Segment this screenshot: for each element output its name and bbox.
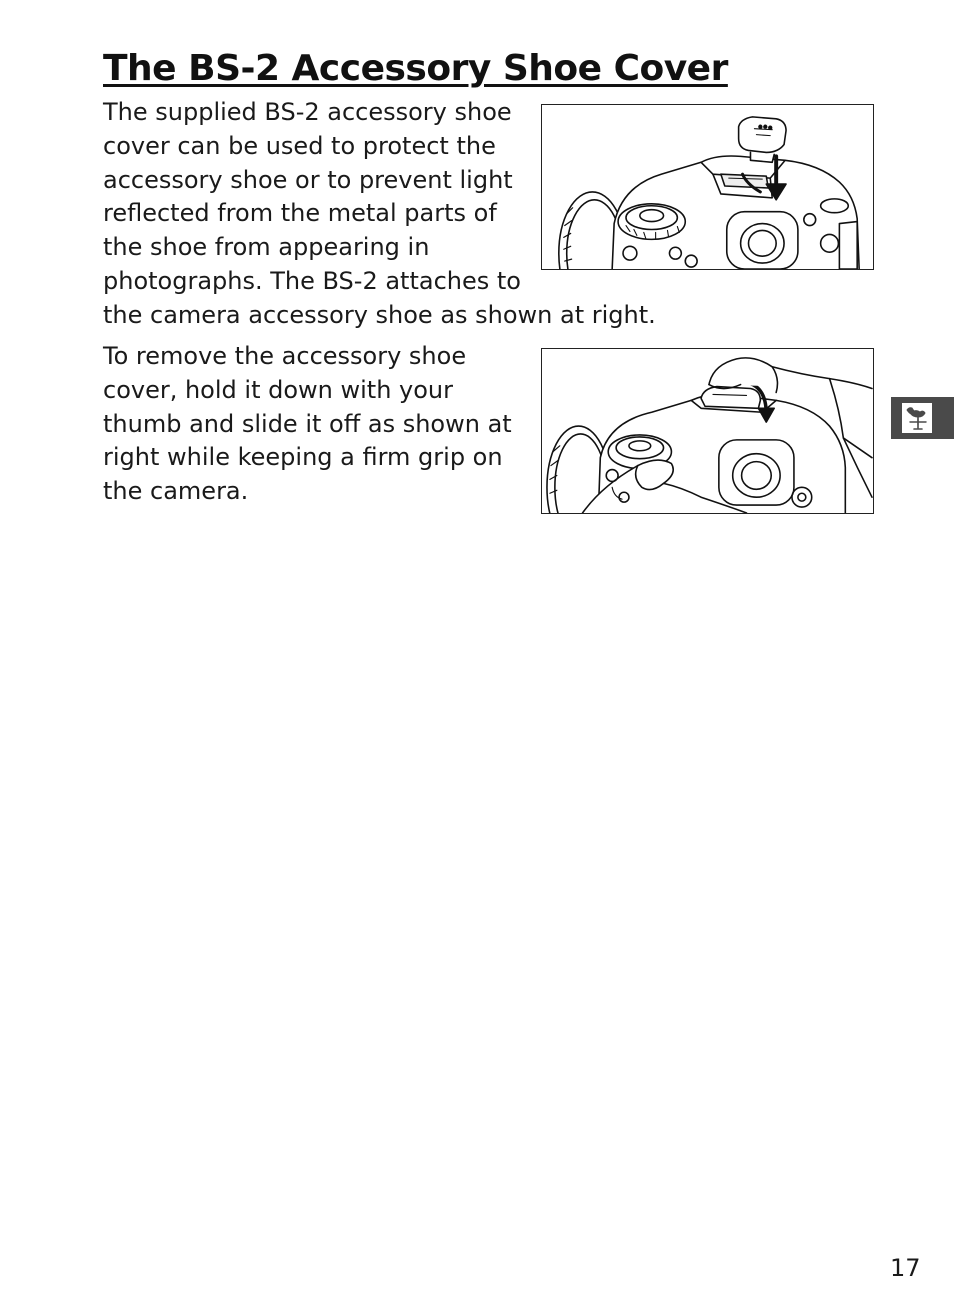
weathervane-icon [901, 402, 933, 434]
text-line: To remove the accessory shoe [103, 342, 467, 370]
attach-shoe-cover-illustration [541, 104, 874, 270]
text-line: thumb and slide it off as shown at [103, 409, 512, 438]
text-line: reflected from the metal parts of [103, 199, 497, 228]
removal-paragraph [103, 340, 512, 509]
text-line: the camera. [103, 477, 249, 506]
text-line: The supplied BS-2 accessory shoe [103, 98, 512, 126]
text-line: cover can be used to protect the [103, 131, 496, 160]
text-line: accessory shoe or to prevent light [103, 165, 513, 194]
text-line: the camera accessory shoe as shown at right. [103, 300, 656, 329]
text-line: right while keeping a firm grip on [103, 443, 503, 472]
text-line: the shoe from appearing in [103, 233, 430, 262]
section-tab [891, 397, 954, 439]
text-line: cover, hold it down with your [103, 375, 454, 404]
page-number: 17 [890, 1254, 921, 1282]
remove-shoe-cover-illustration [541, 348, 874, 514]
page-title: The BS-2 Accessory Shoe Cover [103, 48, 728, 89]
text-line: photographs. The BS-2 attaches to [103, 266, 521, 295]
